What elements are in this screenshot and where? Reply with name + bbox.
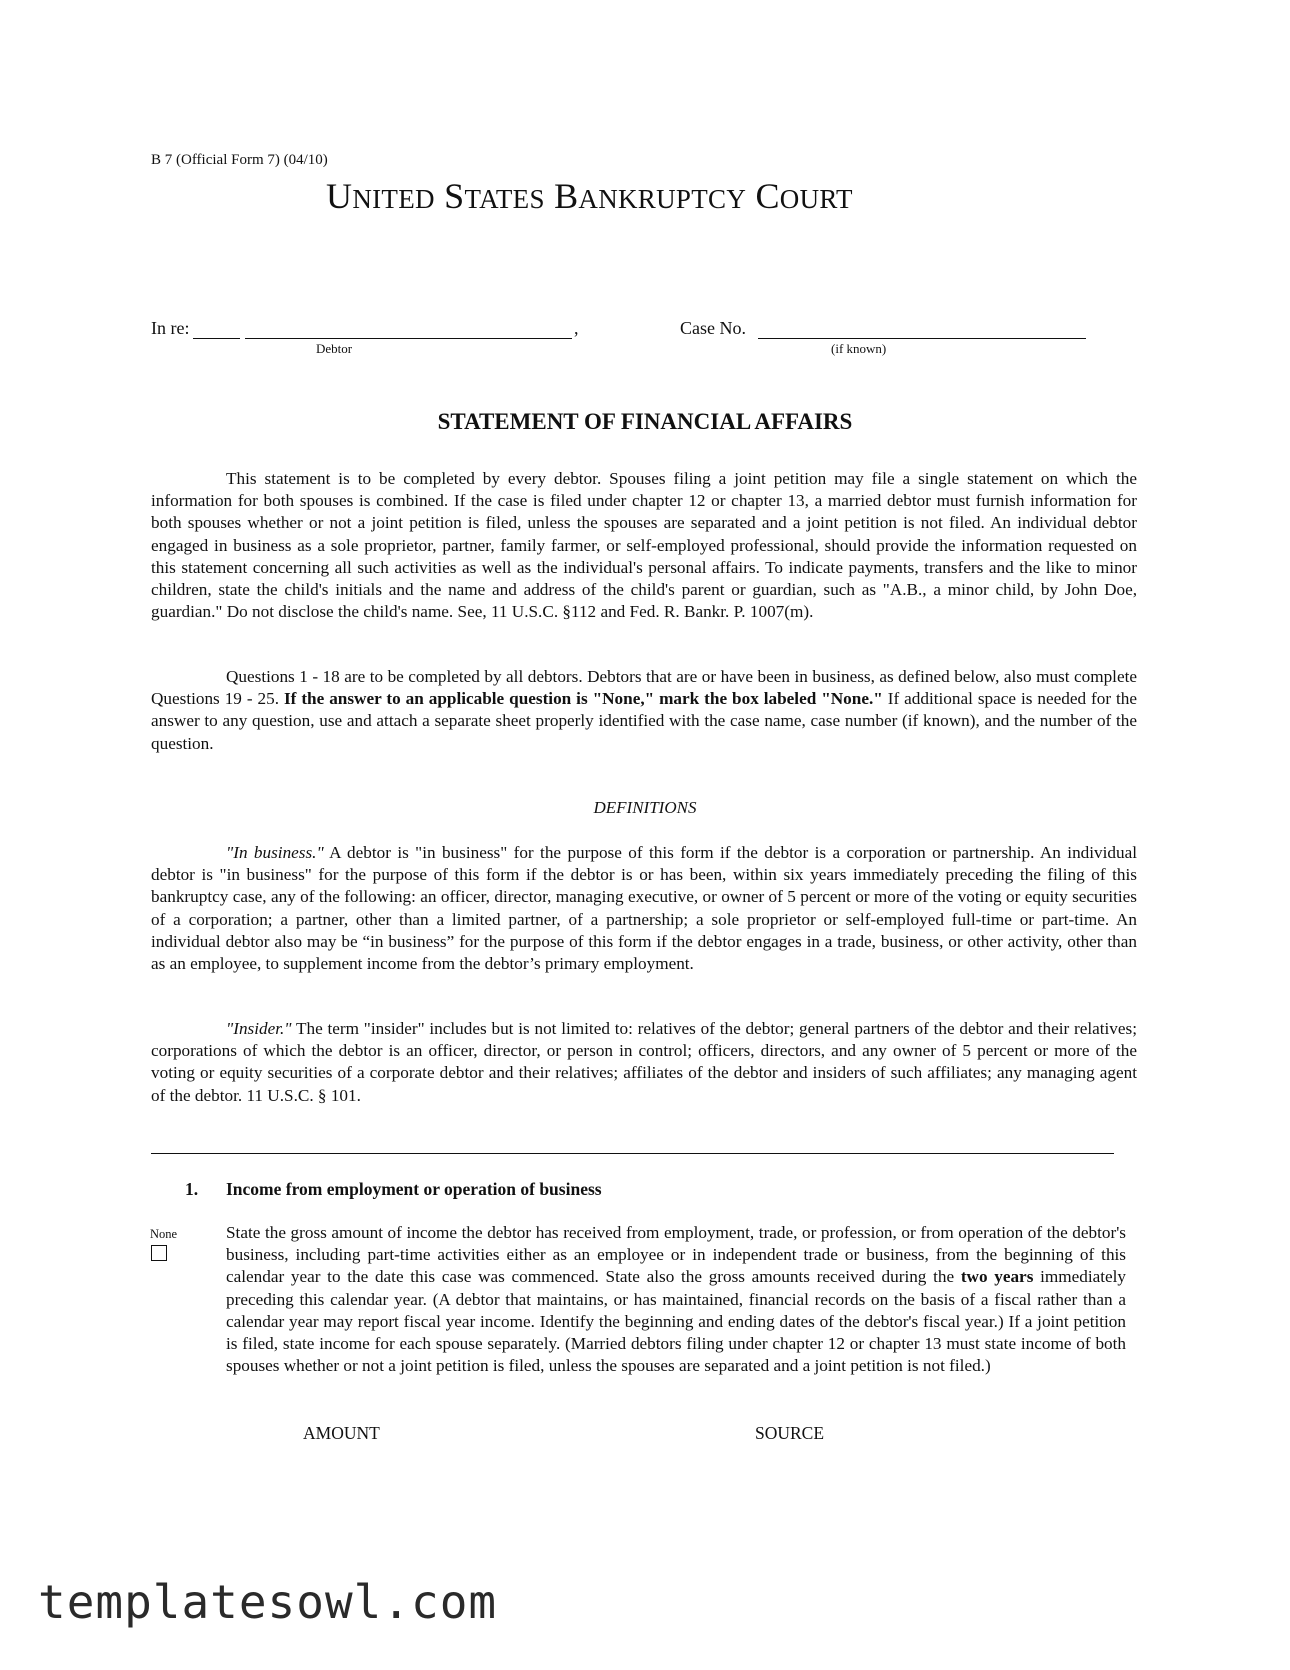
court-title-rest: NITED <box>352 184 435 214</box>
questions-text-bold: If the answer to an applicable question is "None," mark the box labeled "None." <box>283 689 883 709</box>
comma: , <box>574 318 579 338</box>
court-title-cap: B <box>554 176 579 216</box>
source-column-header: SOURCE <box>755 1423 825 1443</box>
court-title-rest: TATES <box>464 184 545 214</box>
question-text <box>226 1222 1126 1377</box>
def-in-business-text: A debtor is "in business" for the purpose of this form if the debtor is a corporation or partnership. An individual debtor is "in business" for the purpose of this form if the debtor is or has been, within six years immediately preceding the filing of this bankruptcy case, any of the following: an officer, director, managing executive, or owner of 5 percent or more of the voting or equity securities of a corporation; a partner, other than a limited partner, of a partnership; a sole proprietor or self-employed full-time or part-time. An individual debtor also may be “in business” for the purpose of this form if the debtor engages in a trade, business, or other activity, other than as an employee, to supplement income from the debtor’s primary employment. <box>151 843 1137 974</box>
amount-column-header: AMOUNT <box>303 1423 380 1443</box>
page-title: STATEMENT OF FINANCIAL AFFAIRS <box>437 409 853 434</box>
case-no-label: Case No. <box>680 318 746 338</box>
none-checkbox[interactable] <box>151 1245 167 1261</box>
court-title-cap: C <box>755 176 780 216</box>
intro-text: This statement is to be completed by every debtor. Spouses filing a joint petition may file a single statement on which the information for both spouses is combined. If the case is filed under chapter 12 or chapter 13, a married debtor must furnish information for both spouses whether or not a joint petition is filed, unless the spouses are separated and a joint petition is not filed. An individual debtor engaged in business as a sole proprietor, partner, family farmer, or self-employed professional, should provide the information requested on this statement concerning all such activities as well as the individual's personal affairs. To indicate payments, transfers and the like to minor children, state the child's initials and the name and address of the child's parent or guardian, such as "A.B., a minor child, by John Doe, guardian." Do not disclose the child's name. See, 11 U.S.C. §112 and Fed. R. Bankr. P. 1007(m). <box>151 469 1137 622</box>
court-title-cap: S <box>444 176 465 216</box>
court-title <box>326 175 853 217</box>
in-re-prefix-field[interactable] <box>193 322 240 339</box>
divider <box>151 1153 1114 1154</box>
question-text-2: immediately preceding this calendar year. (A debtor that maintains, or has maintained, financial records on the basis of a fiscal rather than a calendar year may report fiscal year income. Identify the beginning and ending dates of the debtor's fiscal year.) If a joint petition is filed, state income for each spouse separately. (Married debtors filing under chapter 12 or chapter 13 must state income of both spouses whether or not a joint petition is filed, unless the spouses are separated and a joint petition is not filed.) <box>226 1267 1127 1376</box>
debtor-label: Debtor <box>316 341 353 356</box>
question-text-1: State the gross amount of income the debtor has received from employment, trade, or profession, or from operation of the debtor's business, including part-time activities either as an employee or in independent trade or business, from the beginning of this calendar year to the date this case was commenced. State also the gross amounts received during the <box>226 1223 1126 1287</box>
court-title-rest: ANKRUPTCY <box>578 184 747 214</box>
case-number-field[interactable] <box>758 322 1086 339</box>
question-number: 1. <box>185 1179 199 1199</box>
def-insider <box>151 1018 1137 1107</box>
form-id: B 7 (Official Form 7) (04/10) <box>151 152 328 168</box>
def-insider-text: The term "insider" includes but is not limited to: relatives of the debtor; general partners of the debtor and their relatives; corporations of which the debtor is an officer, director, or person in control; officers, directors, and any owner of 5 percent or more of the voting or equity securities of a corporate debtor and their relatives; affiliates of the debtor and insiders of such affiliates; any managing agent of the debtor. 11 U.S.C. § 101. <box>151 1019 1137 1105</box>
def-in-business <box>151 842 1137 975</box>
definitions-heading: DEFINITIONS <box>593 798 697 817</box>
in-re-label: In re: <box>151 318 190 338</box>
question-title: Income from employment or operation of business <box>226 1179 602 1199</box>
def-in-business-term: "In business." <box>226 843 324 862</box>
court-title-cap: U <box>326 176 353 216</box>
if-known-label: (if known) <box>831 341 887 356</box>
questions-text-2: If additional space is needed for the answer to any question, use and attach a separate sheet properly identified with the case name, case number (if known), and the number of the question. <box>151 689 1137 753</box>
intro-paragraph <box>151 468 1137 623</box>
none-label: None <box>150 1227 178 1241</box>
debtor-name-field[interactable] <box>245 322 572 339</box>
questions-text-1: Questions 1 - 18 are to be completed by all debtors. Debtors that are or have been in business, as defined below, also must complete Questions 19 - 25. <box>151 667 1137 709</box>
questions-paragraph <box>151 666 1137 755</box>
court-title-rest: OURT <box>779 184 853 214</box>
def-insider-term: "Insider." <box>226 1019 292 1038</box>
question-text-bold: two years <box>960 1267 1034 1287</box>
watermark: templatesowl.com <box>38 1575 498 1629</box>
